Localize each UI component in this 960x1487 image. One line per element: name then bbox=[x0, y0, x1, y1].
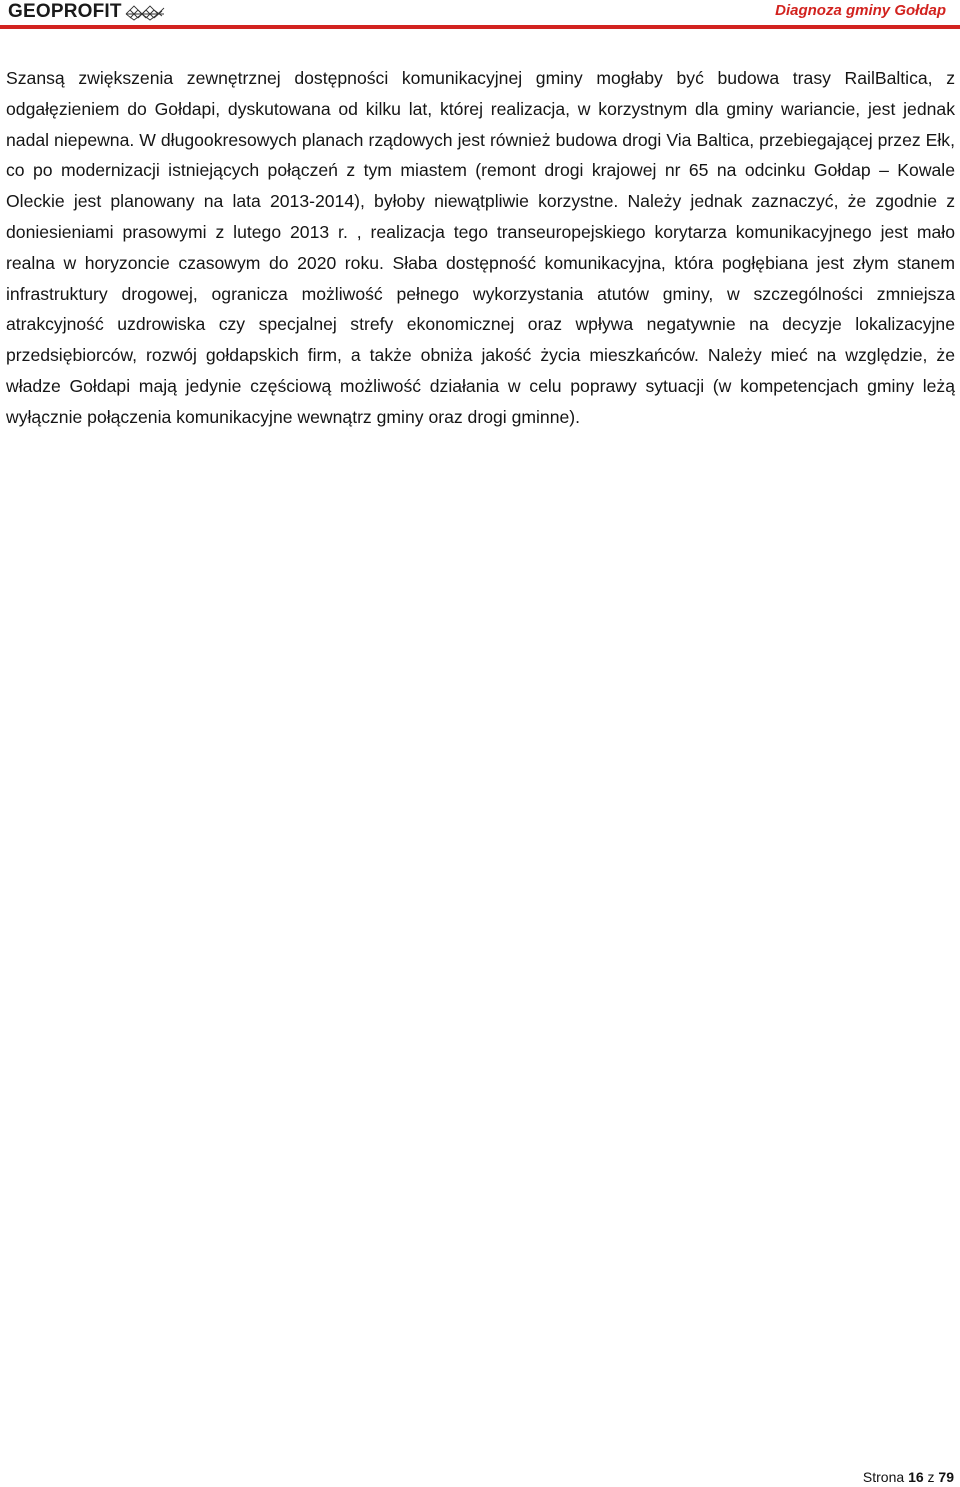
body-paragraph: Szansą zwiększenia zewnętrznej dostępności komunikacyjnej gminy mogłaby być budowa trasy RailBaltica, z odgałęzieniem do Gołdapi, dyskutowana od kilku lat, której realizacja, w korzystnym dla gminy wariancie, jest jednak nadal niepewna. W długookresowych planach rządowych jest również budowa drogi Via Baltica, przebiegającej przez Ełk, co po modernizacji istniejących połączeń z tym miastem (remont drogi krajowej nr 65 na odcinku Gołdap – Kowale Oleckie jest planowany na lata 2013-2014), byłoby niewątpliwie korzystne. Należy jednak zaznaczyć, że zgodnie z doniesieniami prasowymi z lutego 2013 r. , realizacja tego transeuropejskiego korytarza komunikacyjnego jest mało realna w horyzoncie czasowym do 2020 roku. Słaba dostępność komunikacyjna, która pogłębiana jest złym stanem infrastruktury drogowej, ogranicza możliwość pełnego wykorzystania atutów gminy, w szczególności zmniejsza atrakcyjność uzdrowiska czy specjalnej strefy ekonomicznej oraz wpływa negatywnie na decyzje lokalizacyjne przedsiębiorców, rozwój gołdapskich firm, a także obniża jakość życia mieszkańców. Należy mieć na względzie, że władze Gołdapi mają jedynie częściową możliwość działania w celu poprawy sytuacji (w kompetencjach gminy leżą wyłącznie połączenia komunikacyjne wewnątrz gminy oraz drogi gminne). bbox=[6, 68, 955, 427]
geoprofit-grid-logo-icon bbox=[124, 2, 166, 22]
page-number bbox=[863, 1469, 954, 1485]
page-label: Strona bbox=[862, 1469, 905, 1485]
page-total: 79 bbox=[938, 1469, 954, 1485]
logo-text: GEOPROFIT bbox=[8, 1, 122, 22]
geoprofit-logo bbox=[8, 1, 166, 23]
page-separator: z bbox=[927, 1469, 935, 1485]
document-title: Diagnoza gminy Gołdap bbox=[775, 2, 946, 19]
header-divider bbox=[0, 25, 960, 29]
page-header bbox=[0, 0, 960, 30]
page-current: 16 bbox=[908, 1469, 924, 1485]
